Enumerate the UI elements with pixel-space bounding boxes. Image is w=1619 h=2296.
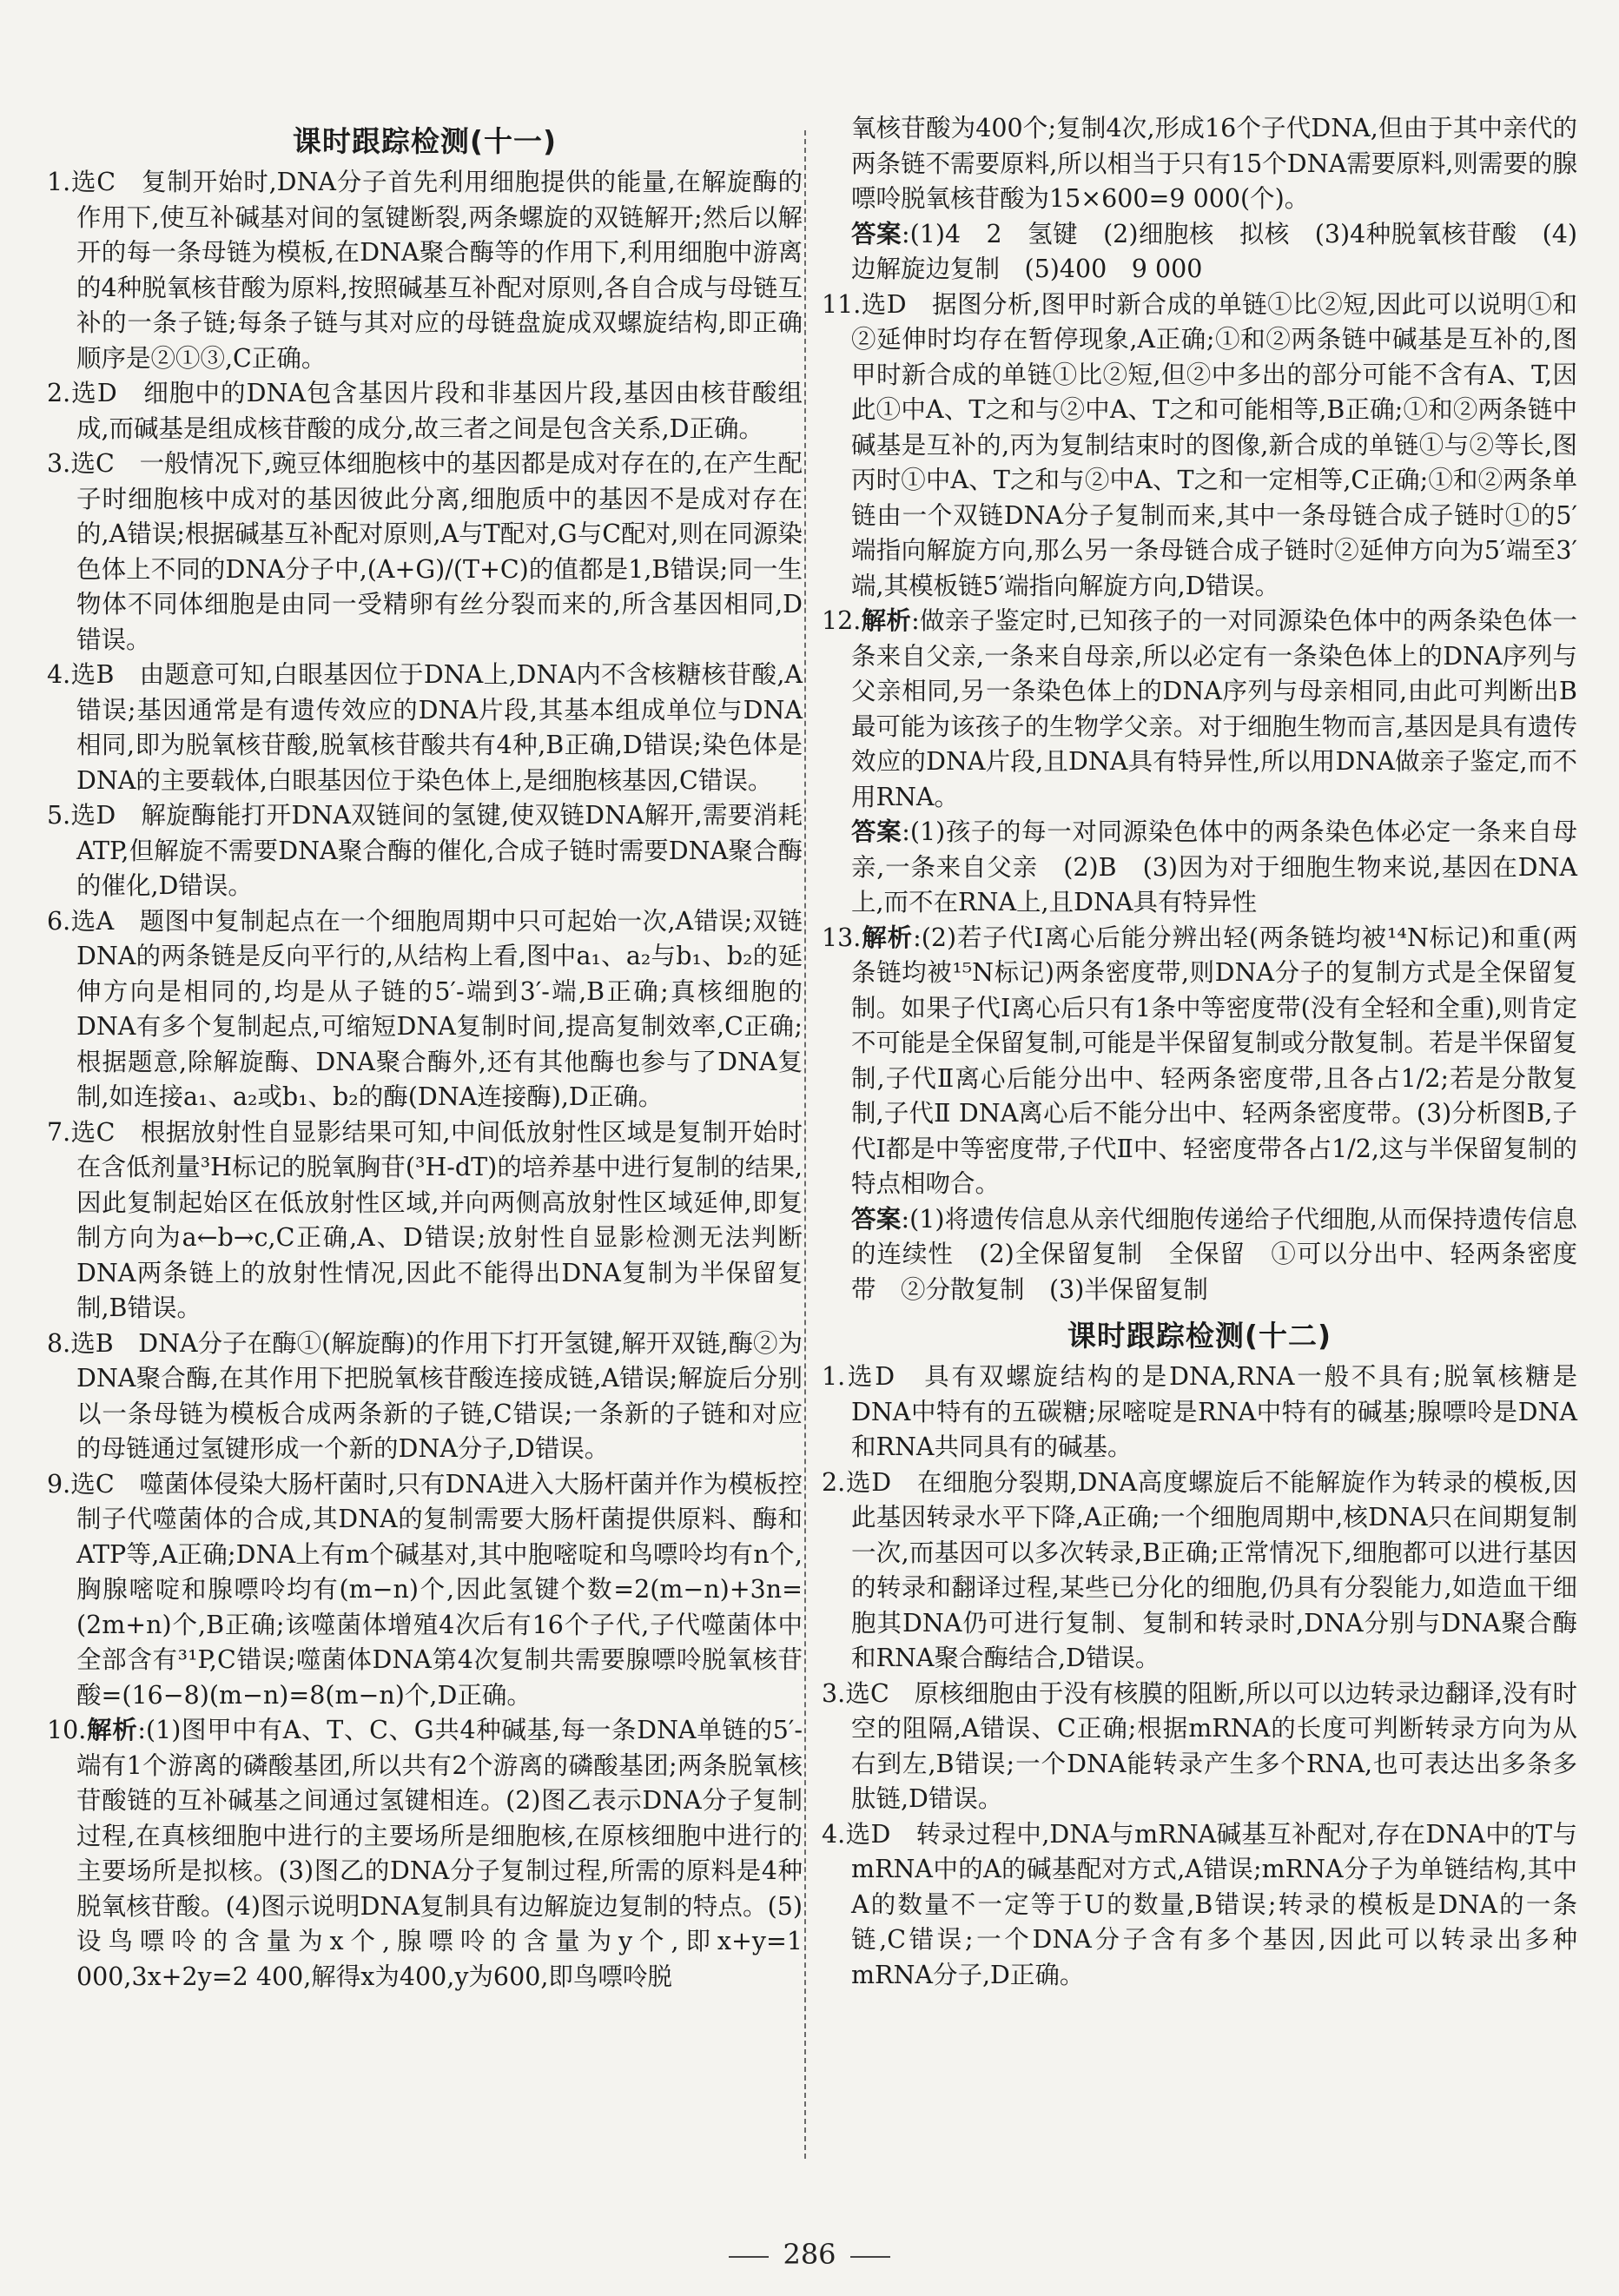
- answer-label: 答案: [851, 219, 902, 248]
- answer-item-12-2: 2.选D 在细胞分裂期,DNA高度螺旋后不能解旋作为转录的模板,因此基因转录水平下降,A正确;一个细胞周期中,核DNA只在间期复制一次,而基因可以多次转录,B正确;正常情况下,细胞都可以进行基因的转录和翻译过程,某些已分化的细胞,仍具有分裂能力,如造血干细胞其DNA仍可进行复制、复制和转录时,DNA分别与DNA聚合酶和RNA聚合酶结合,D错误。: [822, 1467, 1577, 1672]
- analysis-label: 解析: [861, 606, 912, 635]
- answer-item-9: 9.选C 噬菌体侵染大肠杆菌时,只有DNA进入大肠杆菌并作为模板控制子代噬菌体的合成,其DNA的复制需要大肠杆菌提供原料、酶和ATP等,A正确;DNA上有m个碱基对,其中胞嘧啶和鸟嘌呤均有n个,胸腺嘧啶和腺嘌呤均有(m−n)个,因此氢键个数=2(m−n)+3n=(2m+n)个,B正确;该噬菌体增殖4次后有16个子代,子代噬菌体中全部含有³¹P,C错误;噬菌体DNA第4次复制共需要腺嘌呤脱氧核苷酸=(16−8)(m−n)=8(m−n)个,D正确。: [47, 1469, 803, 1710]
- section-title-11: 课时跟踪检测(十一): [292, 124, 558, 158]
- analysis-text: :做亲子鉴定时,已知孩子的一对同源染色体中的两条染色体一条来自父亲,一条来自母亲,所以必定有一条染色体上的DNA序列与父亲相同,另一条染色体上的DNA序列与母亲相同,由此可判断出B最可能为该孩子的生物学父亲。对于细胞生物而言,基因是具有遗传效应的DNA片段,且DNA具有特异性,所以用DNA做亲子鉴定,而不用RNA。: [851, 606, 1577, 811]
- dash-left: [729, 2256, 769, 2258]
- answer-label: 答案: [851, 1204, 902, 1234]
- answer-item-6: 6.选A 题图中复制起点在一个细胞周期中只可起始一次,A错误;双链DNA的两条链是反向平行的,从结构上看,图中a₁、a₂与b₁、b₂的延伸方向是相同的,均是从子链的5′-端到3′-端,B正确;真核细胞的DNA有多个复制起点,可缩短DNA复制时间,提高复制效率,C正确;根据题意,除解旋酶、DNA聚合酶外,还有其他酶也参与了DNA复制,如连接a₁、a₂或b₁、b₂的酶(DNA连接酶),D正确。: [47, 906, 803, 1111]
- analysis-text: :(2)若子代Ⅰ离心后能分辨出轻(两条链均被¹⁴N标记)和重(两条链均被¹⁵N标记)两条密度带,则DNA分子的复制方式是全保留复制。如果子代Ⅰ离心后只有1条中等密度带(没有全轻和全重),则肯定不可能是全保留复制,可能是半保留复制或分散复制。若是半保留复制,子代Ⅱ离心后能分出中、轻两条密度带,且各占1/2;若是分散复制,子代Ⅱ DNA离心后不能分出中、轻两条密度带。(3)分析图B,子代Ⅰ都是中等密度带,子代Ⅱ中、轻密度带各占1/2,这与半保留复制的特点相吻合。: [851, 923, 1577, 1198]
- answer-item-13: [822, 921, 1577, 1202]
- answer-item-11: 11.选D 据图分析,图甲时新合成的单链①比②短,因此可以说明①和②延伸时均存在暂停现象,A正确;①和②两条链中碱基是互补的,图甲时新合成的单链①比②短,但②中多出的部分可能不含有A、T,因此①中A、T之和与②中A、T之和可能相等,B正确;①和②两条链中碱基是互补的,丙为复制结束时的图像,新合成的单链①与②等长,图丙时①中A、T之和与②中A、T之和一定相等,C正确;①和②两条单链由一个双链DNA分子复制而来,其中一条母链合成子链时①的5′端指向解旋方向,那么另一条母链合成子链时②延伸方向为5′端至3′端,其模板链5′端指向解旋方向,D错误。: [822, 289, 1577, 600]
- answer-item-10: [47, 1713, 803, 1995]
- answer-item-12: [822, 604, 1577, 815]
- answer-item-10-key: [822, 217, 1577, 288]
- answer-item-12-key: [822, 815, 1577, 921]
- section-title-12: 课时跟踪检测(十二): [1067, 1319, 1332, 1353]
- item-number: 13.: [822, 923, 862, 952]
- answer-item-7: 7.选C 根据放射性自显影结果可知,中间低放射性区域是复制开始时在含低剂量³H标记的脱氧胸苷(³H-dT)的培养基中进行复制的结果,因此复制起始区在低放射性区域,并向两侧高放射性区域延伸,即复制方向为a←b→c,C正确,A、D错误;放射性自显影检测无法判断DNA两条链上的放射性情况,因此不能得出DNA复制为半保留复制,B错误。: [47, 1117, 803, 1322]
- column-divider: [804, 130, 806, 2159]
- analysis-label: 解析: [861, 923, 914, 952]
- left-column: [47, 113, 803, 1995]
- item-number: 10.: [47, 1716, 87, 1744]
- right-column: [822, 111, 1577, 1993]
- answer-item-13-key: [822, 1202, 1577, 1308]
- page-number: [0, 2238, 1619, 2271]
- answer-label: 答案: [851, 817, 902, 846]
- answer-item-3: 3.选C 一般情况下,豌豆体细胞核中的基因都是成对存在的,在产生配子时细胞核中成对的基因彼此分离,细胞质中的基因不是成对存在的,A错误;根据碱基互补配对原则,A与T配对,G与C配对,则在同源染色体上不同的DNA分子中,(A+G)/(T+C)的值都是1,B错误;同一生物体不同体细胞是由同一受精卵有丝分裂而来的,所含基因相同,D错误。: [47, 449, 803, 654]
- answer-item-10-continued: 氧核苷酸为400个;复制4次,形成16个子代DNA,但由于其中亲代的两条链不需要原料,所以相当于只有15个DNA需要原料,则需要的腺嘌呤脱氧核苷酸为15×600=9 000(个)。: [851, 114, 1577, 213]
- answer-item-8: 8.选B DNA分子在酶①(解旋酶)的作用下打开氢键,解开双链,酶②为DNA聚合酶,在其作用下把脱氧核苷酸连接成链,A错误;解旋后分别以一条母链为模板合成两条新的子链,C错误;一条新的子链和对应的母链通过氢键形成一个新的DNA分子,D错误。: [47, 1328, 803, 1463]
- item-number: 12.: [822, 606, 862, 635]
- answer-text: :(1)孩子的每一对同源染色体中的两条染色体必定一条来自母亲,一条来自父亲 (2)B (3)因为对于细胞生物来说,基因在DNA上,而不在RNA上,且DNA具有特异性: [851, 817, 1577, 916]
- answer-item-12-3: 3.选C 原核细胞由于没有核膜的阻断,所以可以边转录边翻译,没有时空的阻隔,A错误、C正确;根据mRNA的长度可判断转录方向为从右到左,B错误;一个DNA能转录产生多个RNA,也可表达出多条多肽链,D错误。: [822, 1678, 1577, 1813]
- page-number-text: 286: [783, 2238, 836, 2271]
- answer-item-4: 4.选B 由题意可知,白眼基因位于DNA上,DNA内不含核糖核苷酸,A错误;基因通常是有遗传效应的DNA片段,其基本组成单位与DNA相同,即为脱氧核苷酸,脱氧核苷酸共有4种,B正确,D错误;染色体是DNA的主要载体,白眼基因位于染色体上,是细胞核基因,C错误。: [47, 660, 803, 795]
- answer-text: :(1)将遗传信息从亲代细胞传递给子代细胞,从而保持遗传信息的连续性 (2)全保留复制 全保留 ①可以分出中、轻两条密度带 ②分散复制 (3)半保留复制: [851, 1204, 1577, 1304]
- answer-item-12-4: 4.选D 转录过程中,DNA与mRNA碱基互补配对,存在DNA中的T与mRNA中的A的碱基配对方式,A错误;mRNA分子为单链结构,其中A的数量不一定等于U的数量,B错误;转录的模板是DNA的一条链,C错误;一个DNA分子含有多个基因,因此可以转录出多种mRNA分子,D正确。: [822, 1819, 1577, 1989]
- answer-text: :(1)4 2 氢键 (2)细胞核 拟核 (3)4种脱氧核苷酸 (4)边解旋边复制 (5)400 9 000: [851, 219, 1577, 283]
- analysis-text: :(1)图甲中有A、T、C、G共4种碱基,每一条DNA单链的5′-端有1个游离的磷酸基团,所以共有2个游离的磷酸基团;两条脱氧核苷酸链的互补碱基之间通过氢键相连。(2)图乙表示DNA分子复制过程,在真核细胞中进行的主要场所是细胞核,在原核细胞中进行的主要场所是拟核。(3)图乙的DNA分子复制过程,所需的原料是4种脱氧核苷酸。(4)图示说明DNA复制具有边解旋边复制的特点。(5)设鸟嘌呤的含量为x个,腺嘌呤的含量为y个,即x+y=1 000,3x+2y=2 400,解得x为400,y为600,即鸟嘌呤脱: [76, 1716, 803, 1991]
- answer-item-1: 1.选C 复制开始时,DNA分子首先利用细胞提供的能量,在解旋酶的作用下,使互补碱基对间的氢键断裂,两条螺旋的双链解开;然后以解开的每一条母链为模板,在DNA聚合酶等的作用下,利用细胞中游离的4种脱氧核苷酸为原料,按照碱基互补配对原则,各自合成与母链互补的一条子链;每条子链与其对应的母链盘旋成双螺旋结构,即正确顺序是②①③,C正确。: [47, 168, 803, 373]
- analysis-label: 解析: [86, 1716, 138, 1744]
- answer-item-5: 5.选D 解旋酶能打开DNA双链间的氢键,使双链DNA解开,需要消耗ATP,但解旋不需要DNA聚合酶的催化,合成子链时需要DNA聚合酶的催化,D错误。: [47, 801, 803, 900]
- answer-item-2: 2.选D 细胞中的DNA包含基因片段和非基因片段,基因由核苷酸组成,而碱基是组成核苷酸的成分,故三者之间是包含关系,D正确。: [47, 379, 803, 443]
- dash-right: [850, 2256, 890, 2258]
- answer-item-12-1: 1.选D 具有双螺旋结构的是DNA,RNA一般不具有;脱氧核糖是DNA中特有的五碳糖;尿嘧啶是RNA中特有的碱基;腺嘌呤是DNA和RNA共同具有的碱基。: [822, 1362, 1577, 1461]
